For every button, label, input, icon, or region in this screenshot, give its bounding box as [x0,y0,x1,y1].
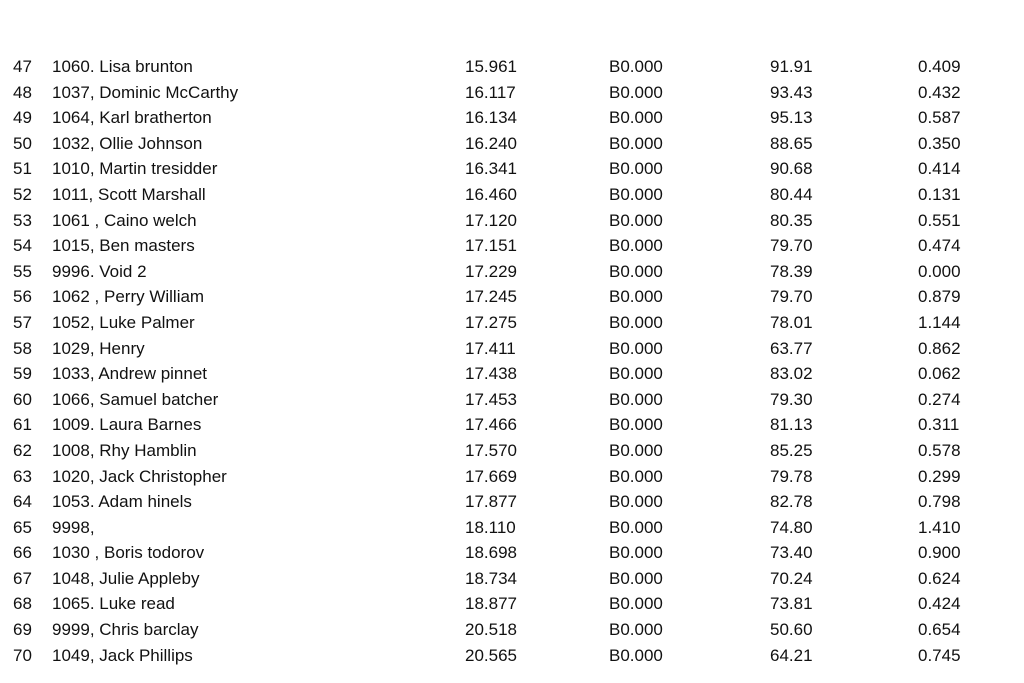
position-cell: 66 [13,543,32,563]
position-cell: 52 [13,184,32,204]
name-cell: 1032, Ollie Johnson [52,133,203,153]
time-cell: 17.275 [465,312,517,332]
speed-cell: 93.43 [770,82,813,102]
time-cell: 18.877 [465,594,517,614]
time-cell: 17.245 [465,287,517,307]
penalty-cell: B0.000 [609,389,663,409]
time-cell: 17.453 [465,389,517,409]
gap-cell: 0.409 [918,57,961,76]
time-cell: 17.411 [465,338,516,358]
time-cell: 20.518 [465,620,517,640]
gap-cell: 0.798 [918,492,961,512]
gap-cell: 0.624 [918,568,961,588]
position-cell: 50 [13,133,32,153]
table-row [0,131,1024,157]
gap-cell: 0.551 [918,210,961,230]
time-cell: 17.466 [465,415,517,435]
position-cell: 63 [13,466,32,486]
gap-cell: 0.879 [918,287,961,307]
position-cell: 70 [13,645,32,665]
time-cell: 18.110 [465,517,516,537]
table-row [0,591,1024,617]
speed-cell: 63.77 [770,338,813,358]
penalty-cell: B0.000 [609,568,663,588]
position-cell: 54 [13,236,32,256]
results-table [0,54,1024,668]
speed-cell: 81.13 [770,415,813,435]
penalty-cell: B0.000 [609,492,663,512]
speed-cell: 73.81 [770,594,813,614]
name-cell: 1033, Andrew pinnet [52,364,208,384]
position-cell: 53 [13,210,32,230]
name-cell: 1010, Martin tresidder [52,159,218,179]
position-cell: 68 [13,594,32,614]
name-cell: 9996. Void 2 [52,261,147,281]
gap-cell: 0.274 [918,389,961,409]
position-cell: 49 [13,108,32,128]
time-cell: 17.151 [465,236,517,256]
name-cell: 1009. Laura Barnes [52,415,202,435]
gap-cell: 0.414 [918,159,961,179]
time-cell: 17.877 [465,492,517,512]
speed-cell: 82.78 [770,492,813,512]
penalty-cell: B0.000 [609,159,663,179]
position-cell: 56 [13,287,32,307]
penalty-cell: B0.000 [609,645,663,665]
time-cell: 16.341 [465,159,517,179]
position-cell: 47 [13,57,32,76]
table-row [0,515,1024,541]
table-row [0,464,1024,490]
gap-cell: 0.578 [918,440,961,460]
time-cell: 16.117 [465,82,516,102]
name-cell: 1037, Dominic McCarthy [52,82,239,102]
table-row [0,80,1024,106]
table-row [0,438,1024,464]
position-cell: 62 [13,440,32,460]
speed-cell: 79.70 [770,236,813,256]
time-cell: 17.570 [465,440,517,460]
name-cell: 1062 , Perry William [52,287,205,307]
gap-cell: 0.350 [918,133,961,153]
position-cell: 60 [13,389,32,409]
name-cell: 1008, Rhy Hamblin [52,440,197,460]
gap-cell: 0.432 [918,82,961,102]
position-cell: 55 [13,261,32,281]
table-row [0,54,1024,80]
gap-cell: 1.144 [918,312,961,332]
name-cell: 1029, Henry [52,338,145,358]
gap-cell: 0.587 [918,108,961,128]
position-cell: 65 [13,517,32,537]
speed-cell: 73.40 [770,543,813,563]
name-cell: 1061 , Caino welch [52,210,197,230]
name-cell: 1030 , Boris todorov [52,543,205,563]
penalty-cell: B0.000 [609,261,663,281]
speed-cell: 64.21 [770,645,813,665]
table-row [0,233,1024,259]
time-cell: 17.438 [465,364,517,384]
position-cell: 64 [13,492,32,512]
time-cell: 18.734 [465,568,517,588]
penalty-cell: B0.000 [609,517,663,537]
penalty-cell: B0.000 [609,466,663,486]
gap-cell: 1.410 [918,517,961,537]
position-cell: 58 [13,338,32,358]
time-cell: 20.565 [465,645,517,665]
gap-cell: 0.000 [918,261,961,281]
name-cell: 9999, Chris barclay [52,620,199,640]
table-row [0,540,1024,566]
penalty-cell: B0.000 [609,312,663,332]
table-row [0,387,1024,413]
position-cell: 69 [13,620,32,640]
position-cell: 67 [13,568,32,588]
penalty-cell: B0.000 [609,287,663,307]
name-cell: 1020, Jack Christopher [52,466,227,486]
speed-cell: 78.39 [770,261,813,281]
table-row [0,208,1024,234]
table-row [0,182,1024,208]
speed-cell: 85.25 [770,440,813,460]
name-cell: 1015, Ben masters [52,236,195,256]
name-cell: 1066, Samuel batcher [52,389,219,409]
penalty-cell: B0.000 [609,620,663,640]
penalty-cell: B0.000 [609,594,663,614]
table-row [0,310,1024,336]
gap-cell: 0.474 [918,236,961,256]
position-cell: 61 [13,415,32,435]
table-row [0,361,1024,387]
penalty-cell: B0.000 [609,133,663,153]
table-row [0,643,1024,669]
time-cell: 15.961 [465,57,517,76]
penalty-cell: B0.000 [609,184,663,204]
time-cell: 17.669 [465,466,517,486]
position-cell: 48 [13,82,32,102]
time-cell: 16.240 [465,133,517,153]
penalty-cell: B0.000 [609,236,663,256]
speed-cell: 80.35 [770,210,813,230]
speed-cell: 80.44 [770,184,813,204]
table-row [0,412,1024,438]
penalty-cell: B0.000 [609,338,663,358]
speed-cell: 78.01 [770,312,813,332]
penalty-cell: B0.000 [609,415,663,435]
penalty-cell: B0.000 [609,57,663,76]
gap-cell: 0.654 [918,620,961,640]
time-cell: 17.229 [465,261,517,281]
gap-cell: 0.745 [918,645,961,665]
speed-cell: 74.80 [770,517,813,537]
table-row [0,336,1024,362]
name-cell: 1053. Adam hinels [52,492,192,512]
name-cell: 1011, Scott Marshall [52,184,206,204]
penalty-cell: B0.000 [609,543,663,563]
speed-cell: 88.65 [770,133,813,153]
speed-cell: 83.02 [770,364,813,384]
speed-cell: 91.91 [770,57,813,76]
name-cell: 1060. Lisa brunton [52,57,193,76]
speed-cell: 79.30 [770,389,813,409]
table-row [0,284,1024,310]
speed-cell: 79.78 [770,466,813,486]
table-row [0,566,1024,592]
time-cell: 16.134 [465,108,517,128]
penalty-cell: B0.000 [609,82,663,102]
table-row [0,617,1024,643]
table-row [0,259,1024,285]
gap-cell: 0.311 [918,415,960,435]
name-cell: 9998, [52,517,95,537]
name-cell: 1049, Jack Phillips [52,645,193,665]
speed-cell: 90.68 [770,159,813,179]
penalty-cell: B0.000 [609,364,663,384]
table-row [0,156,1024,182]
time-cell: 16.460 [465,184,517,204]
time-cell: 18.698 [465,543,517,563]
position-cell: 59 [13,364,32,384]
position-cell: 51 [13,159,32,179]
penalty-cell: B0.000 [609,108,663,128]
table-row [0,105,1024,131]
time-cell: 17.120 [465,210,517,230]
speed-cell: 95.13 [770,108,813,128]
name-cell: 1052, Luke Palmer [52,312,195,332]
gap-cell: 0.862 [918,338,961,358]
name-cell: 1065. Luke read [52,594,175,614]
table-row [0,489,1024,515]
gap-cell: 0.299 [918,466,961,486]
name-cell: 1064, Karl bratherton [52,108,212,128]
speed-cell: 50.60 [770,620,813,640]
name-cell: 1048, Julie Appleby [52,568,200,588]
gap-cell: 0.062 [918,364,961,384]
gap-cell: 0.131 [918,184,961,204]
speed-cell: 79.70 [770,287,813,307]
penalty-cell: B0.000 [609,210,663,230]
penalty-cell: B0.000 [609,440,663,460]
gap-cell: 0.424 [918,594,961,614]
position-cell: 57 [13,312,32,332]
speed-cell: 70.24 [770,568,813,588]
gap-cell: 0.900 [918,543,961,563]
